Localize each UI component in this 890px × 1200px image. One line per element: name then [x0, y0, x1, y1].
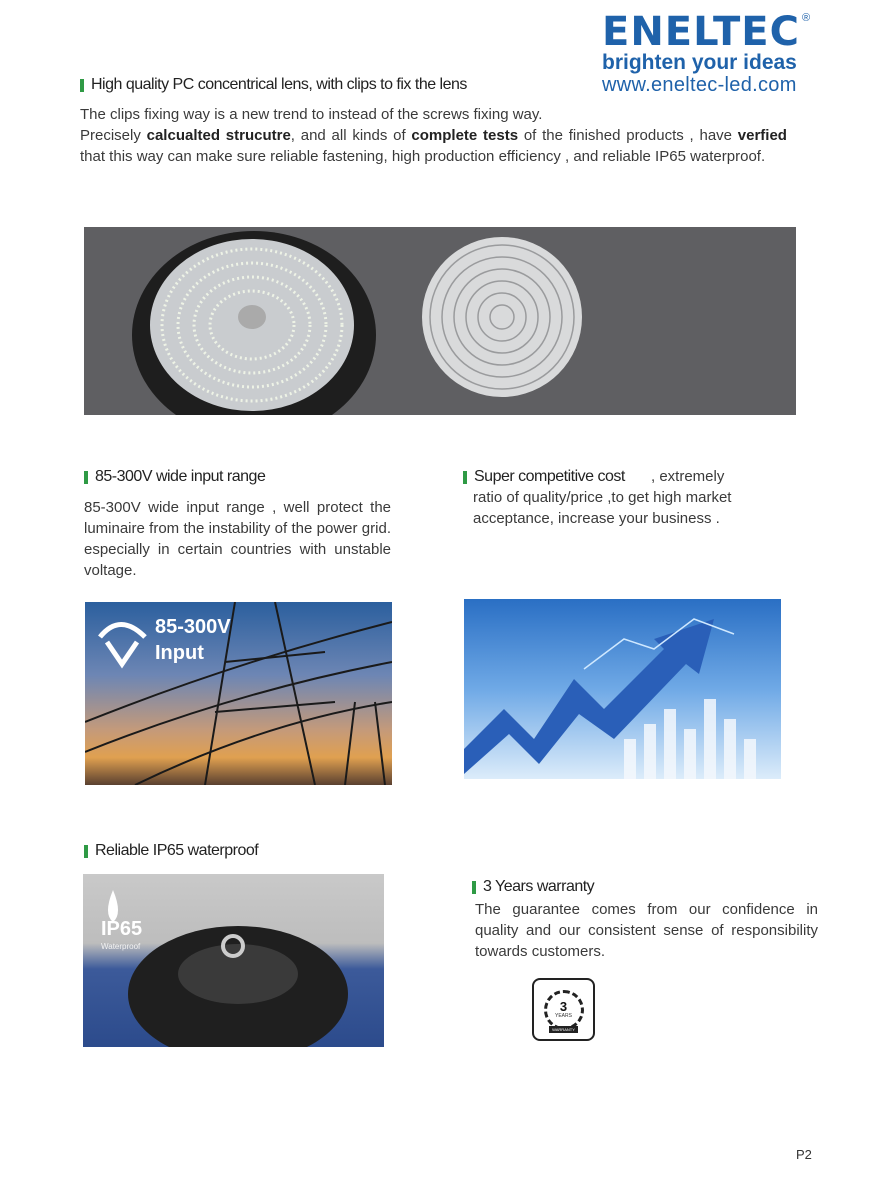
badge-number: 3 — [559, 998, 568, 1014]
text: of the finished products , have — [518, 127, 738, 144]
input-overlay-label: Input — [155, 642, 204, 664]
logo-name: ENELTEC — [602, 9, 800, 55]
body-line: The clips fixing way is a new trend to instead of the screws fixing way. — [80, 106, 543, 123]
section-body-input-range: 85-300V wide input range , well protect the luminaire from the instability of the power grid. especially in certain countries with unstable voltage. — [84, 499, 391, 579]
heading-text: High quality PC concentrical lens, with clips to fix the lens — [91, 76, 467, 93]
badge-ribbon: WARRANTY — [549, 1026, 578, 1033]
heading-bar-icon — [472, 881, 476, 894]
heading-bar-icon — [80, 79, 84, 92]
body-paragraph — [80, 125, 787, 167]
warranty-seal-icon — [544, 990, 584, 1030]
text: , and all kinds of — [290, 127, 412, 144]
growth-chart-image — [464, 599, 781, 779]
power-grid-image — [85, 602, 392, 785]
badge-years: YEARS — [555, 1012, 572, 1019]
waterproof-product-image — [83, 874, 384, 1047]
brand-logo — [602, 9, 838, 96]
heading-bar-icon — [84, 471, 88, 484]
bold-text: calcualted strucutre — [146, 127, 291, 144]
heading-text: Reliable IP65 waterproof — [95, 842, 259, 859]
section-body-warranty: The guarantee comes from our confidence in quality and our consistent sense of responsibility towards customers. — [475, 901, 818, 960]
logo-url: www.eneltec-led.com — [602, 74, 797, 96]
section-heading-warranty — [472, 878, 594, 896]
section-body-cost — [473, 466, 735, 529]
heading-text: 3 Years warranty — [483, 878, 595, 895]
logo-tagline: brighten your ideas — [602, 51, 797, 74]
page-number: P2 — [796, 1147, 812, 1162]
heading-bar-icon — [463, 471, 467, 484]
heading-text: Super competitive cost — [474, 468, 625, 485]
heading-bar-icon — [84, 845, 88, 858]
text: Precisely — [80, 127, 147, 144]
input-overlay-voltage: 85-300V — [155, 616, 231, 638]
section-heading-lens — [80, 76, 467, 94]
bold-text: complete tests — [411, 127, 519, 144]
cost-body-text: , extremely ratio of quality/price ,to get high market acceptance, increase your business . — [473, 468, 732, 527]
section-heading-waterproof — [84, 842, 258, 860]
ip65-overlay-title: IP65 — [101, 918, 143, 940]
ip65-overlay-subtitle: Waterproof — [101, 942, 141, 951]
text: that this way can make sure reliable fastening, high production efficiency , and reliable IP65 waterproof. — [80, 148, 766, 165]
section-body-lens — [80, 104, 787, 167]
warranty-badge — [532, 978, 595, 1041]
heading-text: 85-300V wide input range — [95, 468, 266, 485]
lens-product-image — [84, 227, 796, 415]
bold-text: verfied — [737, 127, 787, 144]
section-heading-input-range — [84, 468, 265, 486]
registered-mark: ® — [801, 12, 811, 24]
